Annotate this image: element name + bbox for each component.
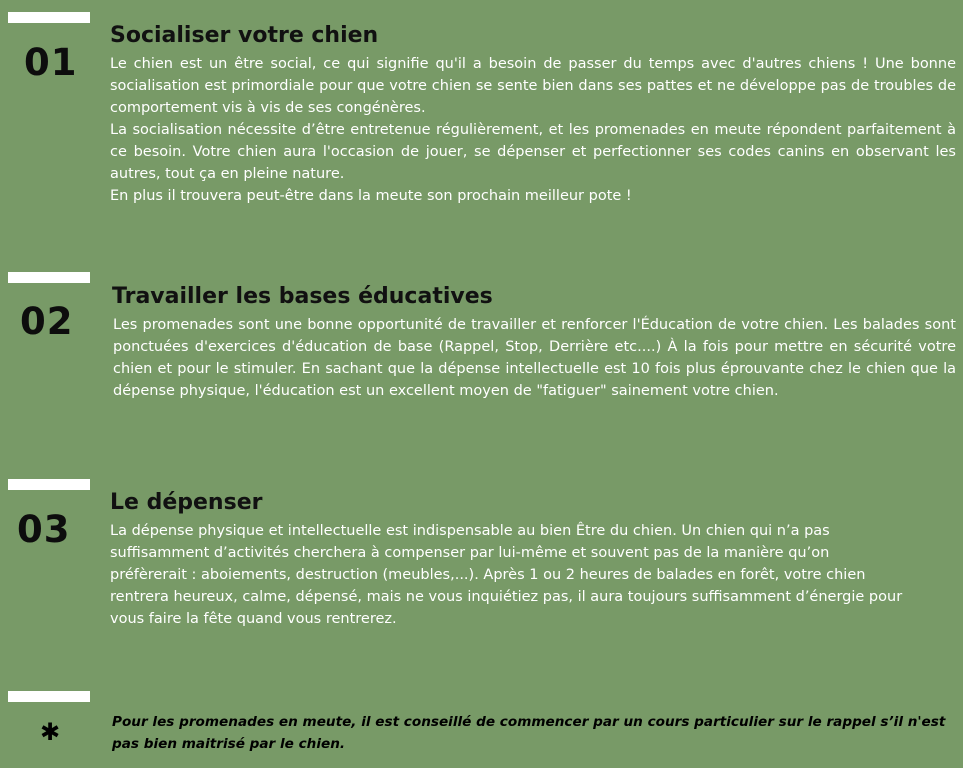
footnote-text: Pour les promenades en meute, il est conseillé de commencer par un cours particulier sur le rappel s’il n'est pas bien maitrisé par le chien.: [112, 714, 946, 752]
section-body-travailler: [113, 314, 956, 402]
section-body-depenser: [110, 520, 910, 630]
asterisk-icon: ✱: [40, 718, 61, 746]
paragraph: Les promenades sont une bonne opportunité de travailler et renforcer l'Éducation de votre chien. Les balades sont ponctuées d'exercices d'éducation de base (Rappel, Stop, Derrière etc....) À la fois pour mettre en sécurité votre chien et pour le stimuler. En sachant que la dépense intellectuelle est 10 fois plus éprouvante chez le chien que la dépense physique, l'éducation est un excellent moyen de "fatiguer" sainement votre chien.: [113, 317, 956, 399]
divider-bar-02: [8, 272, 90, 283]
section-title-depenser: Le dépenser: [110, 490, 263, 515]
divider-bar-03: [8, 479, 90, 490]
section-number-02: 02: [20, 300, 74, 343]
paragraph: La socialisation nécessite d’être entretenue régulièrement, et les promenades en meute répondent parfaitement à ce besoin. Votre chien aura l'occasion de jouer, se dépenser et perfectionner ses codes canins en observant les autres, tout ça en pleine nature.: [110, 122, 956, 182]
divider-bar-01: [8, 12, 90, 23]
section-number-03: 03: [17, 508, 71, 551]
section-number-01: 01: [24, 41, 78, 84]
section-title-travailler: Travailler les bases éducatives: [112, 284, 493, 309]
divider-bar-note: [8, 691, 90, 702]
paragraph: Le chien est un être social, ce qui signifie qu'il a besoin de passer du temps avec d'autres chiens ! Une bonne socialisation est primordiale pour que votre chien se sente bien dans ses pattes et ne développe pas de troubles de comportement vis à vis de ses congénères.: [110, 56, 956, 116]
paragraph: La dépense physique et intellectuelle est indispensable au bien Être du chien. Un chien qui n’a pas suffisamment d’activités cherchera à compenser par lui-même et souvent pas de la manière qu’on préfèrerait : aboiements, destruction (meubles,...). Après 1 ou 2 heures de balades en forêt, votre chien rentrera heureux, calme, dépensé, mais ne vous inquiétiez pas, il aura toujours suffisamment d’énergie pour vous faire la fête quand vous rentrerez.: [110, 523, 903, 627]
section-title-socialiser: Socialiser votre chien: [110, 23, 379, 48]
section-body-socialiser: [110, 53, 956, 207]
paragraph: En plus il trouvera peut-être dans la meute son prochain meilleur pote !: [110, 188, 632, 204]
